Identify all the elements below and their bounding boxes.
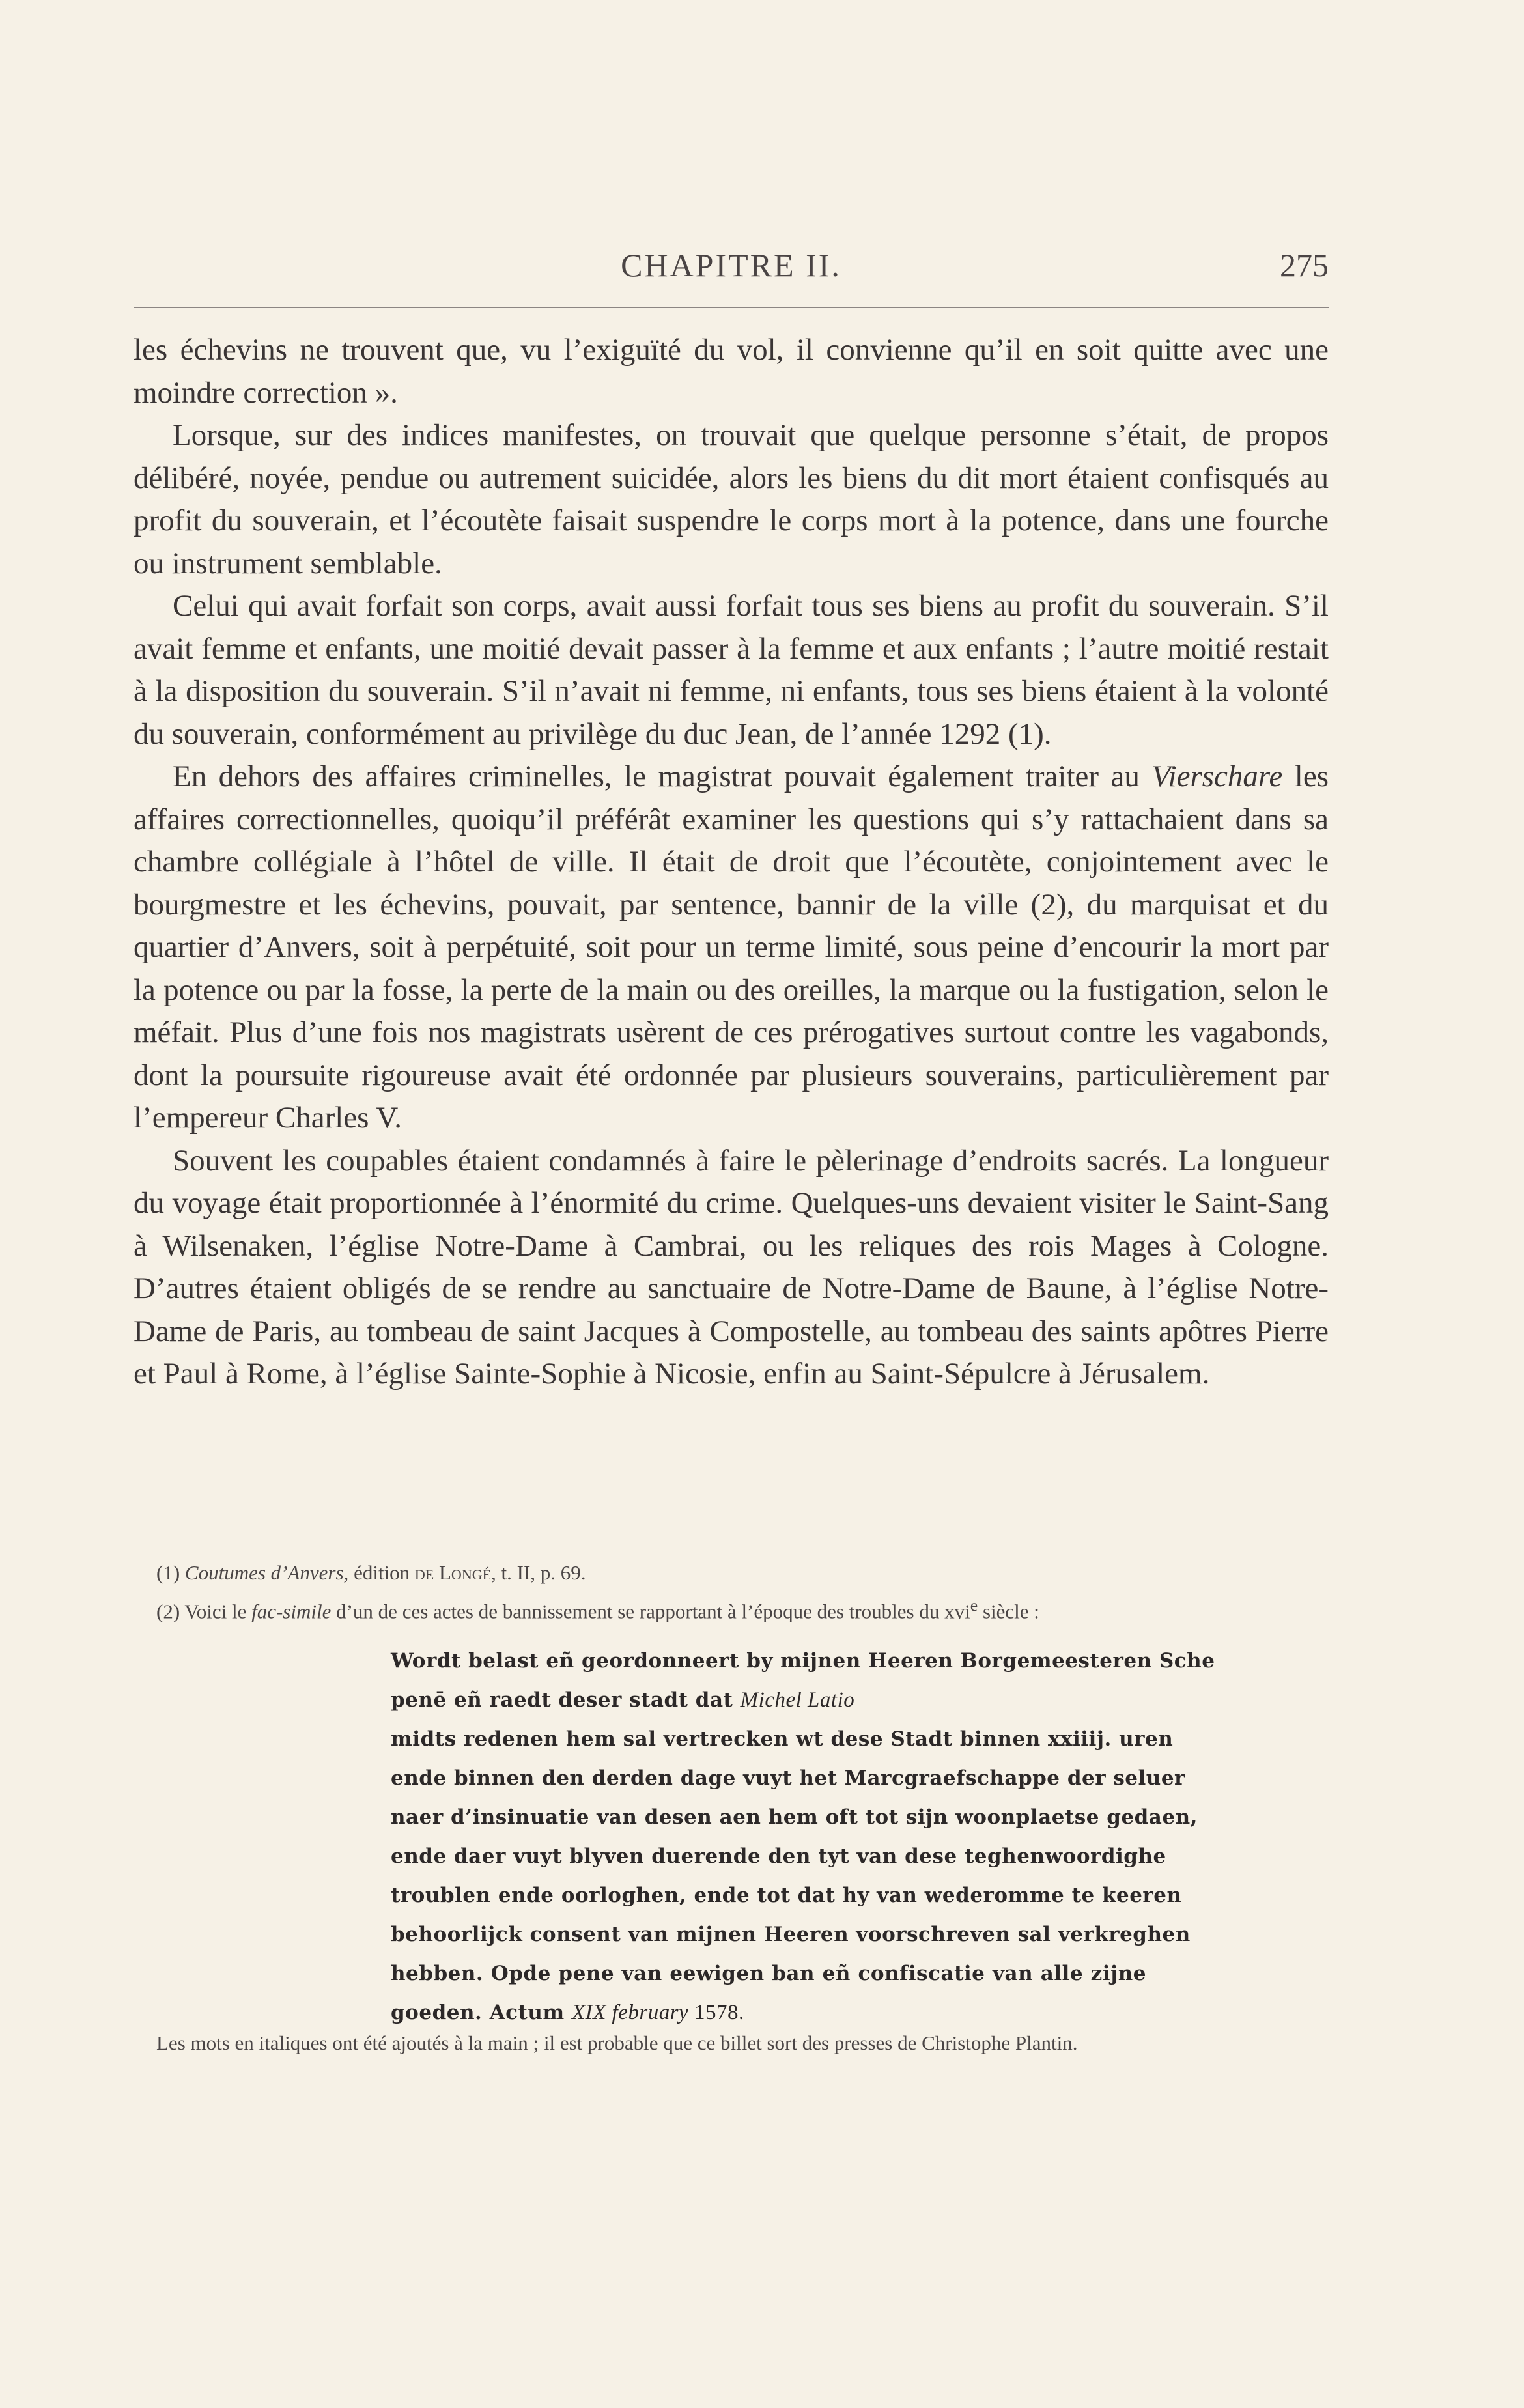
facsimile-line-text: penē eñ raedt deser stadt dat	[391, 1688, 741, 1712]
facsimile-line	[391, 1915, 1191, 1954]
facsimile-block	[391, 1641, 1215, 2032]
paragraph-4-rest: les affaires correctionnelles, quoiqu’il préférât examiner les questions qui s’y rattachaient dans sa chambre collégiale à l’hôtel de ville. Il était de droit que l’écoutète, conjointement avec le bourgmestre et les échevins, pouvait, par sentence, bannir de la ville (2), du marquisat et du quartier d’Anvers, soit à perpétuité, soit pour un terme limité, sous peine d’encourir la mort par la potence ou par la fosse, la perte de la main ou des oreilles, la marque ou la fustigation, selon le méfait. Plus d’une fois nos magistrats usèrent de ces prérogatives surtout contre les vagabonds, dont la poursuite rigoureuse avait été ordonnée par plusieurs souverains, particulièrement par l’empereur Charles V.	[134, 759, 1329, 1135]
main-text	[134, 329, 1329, 1396]
facsimile-line-text: hebben. Opde pene van eewigen ban eñ confiscatie van alle zijne	[391, 1962, 1146, 1985]
footnote-1-text-b: , t. II, p. 69.	[491, 1561, 586, 1584]
footnote-2-marker: (2)	[156, 1600, 180, 1623]
facsimile-line-text: ende binnen den derden dage vuyt het Marcgraefschappe der seluer	[391, 1766, 1185, 1790]
facsimile-line	[391, 1837, 1166, 1876]
handwritten-name: Michel Latio	[740, 1688, 855, 1712]
closing-note: Les mots en italiques ont été ajoutés à la main ; il est probable que ce billet sort des presses de Christophe Plantin.	[156, 2032, 1078, 2054]
footnote-2	[156, 1589, 1329, 1628]
facsimile-line	[391, 1876, 1182, 1915]
running-title: CHAPITRE II.	[621, 247, 841, 283]
page-header	[134, 246, 1329, 292]
handwritten-date: XIX february	[571, 2001, 689, 2024]
footnote-2-facsimile: fac-simile	[251, 1600, 332, 1623]
facsimile-line	[391, 1954, 1146, 1993]
facsimile-line-text: troublen ende oorloghen, ende tot dat hy van wederomme te keeren	[391, 1884, 1182, 1907]
facsimile-line-text: goeden. Actum	[391, 2001, 572, 2024]
paragraph-2: Lorsque, sur des indices manifestes, on trouvait que quelque personne s’était, de propos délibéré, noyée, pendue ou autrement suicidée, alors les biens du dit mort étaient confisqués au profit du souverain, et l’écoutète faisait suspendre le corps mort à la potence, dans une fourche ou instrument semblable.	[134, 418, 1329, 580]
facsimile-line	[391, 1680, 1146, 1720]
footnote-1	[156, 1557, 1329, 1589]
facsimile-line	[391, 1641, 1215, 1680]
vierschare-term: Vierschare	[1151, 759, 1283, 793]
facsimile-line	[391, 1798, 1198, 1837]
header-rule	[134, 307, 1329, 308]
paragraph-4	[134, 756, 1329, 1140]
footnote-2-end: siècle :	[978, 1600, 1039, 1623]
paragraph-3: Celui qui avait forfait son corps, avait aussi forfait tous ses biens au profit du souverain. S’il avait femme et enfants, une moitié devait passer à la femme et aux enfants ; l’autre moitié restait à la disposition du souverain. S’il n’avait ni femme, ni enfants, tous ses biens étaient à la volonté du souverain, conformément au privilège du duc Jean, de l’année 1292 (1).	[134, 589, 1329, 751]
facsimile-line-text: Wordt belast eñ geordonneert by mijnen Heeren Borgemeesteren Sche	[391, 1649, 1215, 1673]
paragraph-5: Souvent les coupables étaient condamnés à faire le pèlerinage d’endroits sacrés. La longueur du voyage était proportionnée à l’énormité du crime. Quelques-uns devaient visiter le Saint-Sang à Wilsenaken, l’église Notre-Dame à Cambrai, ou les reliques des rois Mages à Cologne. D’autres étaient obligés de se rendre au sanctuaire de Notre-Dame de Baune, à l’église Notre-Dame de Paris, au tombeau de saint Jacques à Compostelle, au tombeau des saints apôtres Pierre et Paul à Rome, à l’église Sainte-Sophie à Nicosie, enfin au Saint-Sépulcre à Jérusalem.	[134, 1143, 1329, 1391]
facsimile-line-text: ende daer vuyt blyven duerende den tyt van dese teghenwoordighe	[391, 1845, 1166, 1868]
facsimile-line	[391, 1720, 1174, 1759]
page-number: 275	[1280, 247, 1329, 283]
facsimile-line	[391, 1993, 1146, 2032]
footnote-2-sup: e	[970, 1596, 978, 1615]
facsimile-line-text: midts redenen hem sal vertrecken wt dese Stadt binnen xxiiij. uren	[391, 1727, 1174, 1751]
footnote-1-author: de Longé	[414, 1561, 492, 1584]
facsimile-line-text: naer d’insinuatie van desen aen hem oft tot sijn woonplaetse gedaen,	[391, 1806, 1198, 1829]
facsimile-line	[391, 1759, 1185, 1798]
footnote-1-title: Coutumes d’Anvers,	[184, 1561, 349, 1584]
paragraph-1: les échevins ne trouvent que, vu l’exiguïté du vol, il convienne qu’il en soit quitte avec une moindre correction ».	[134, 333, 1329, 410]
footnotes	[156, 1557, 1329, 1628]
footnote-1-marker: (1)	[156, 1561, 180, 1584]
facsimile-line-text: behoorlijck consent van mijnen Heeren voorschreven sal verkreghen	[391, 1923, 1191, 1946]
footnote-2-after: d’un de ces actes de bannissement se rapportant à l’époque des troubles du xvi	[331, 1600, 970, 1623]
footnote-1-text-a: édition	[348, 1561, 415, 1584]
paragraph-4-start: En dehors des affaires criminelles, le magistrat pouvait également traiter au	[173, 759, 1152, 793]
facsimile-year: 1578.	[688, 2001, 744, 2024]
footnote-2-before: Voici le	[184, 1600, 252, 1623]
